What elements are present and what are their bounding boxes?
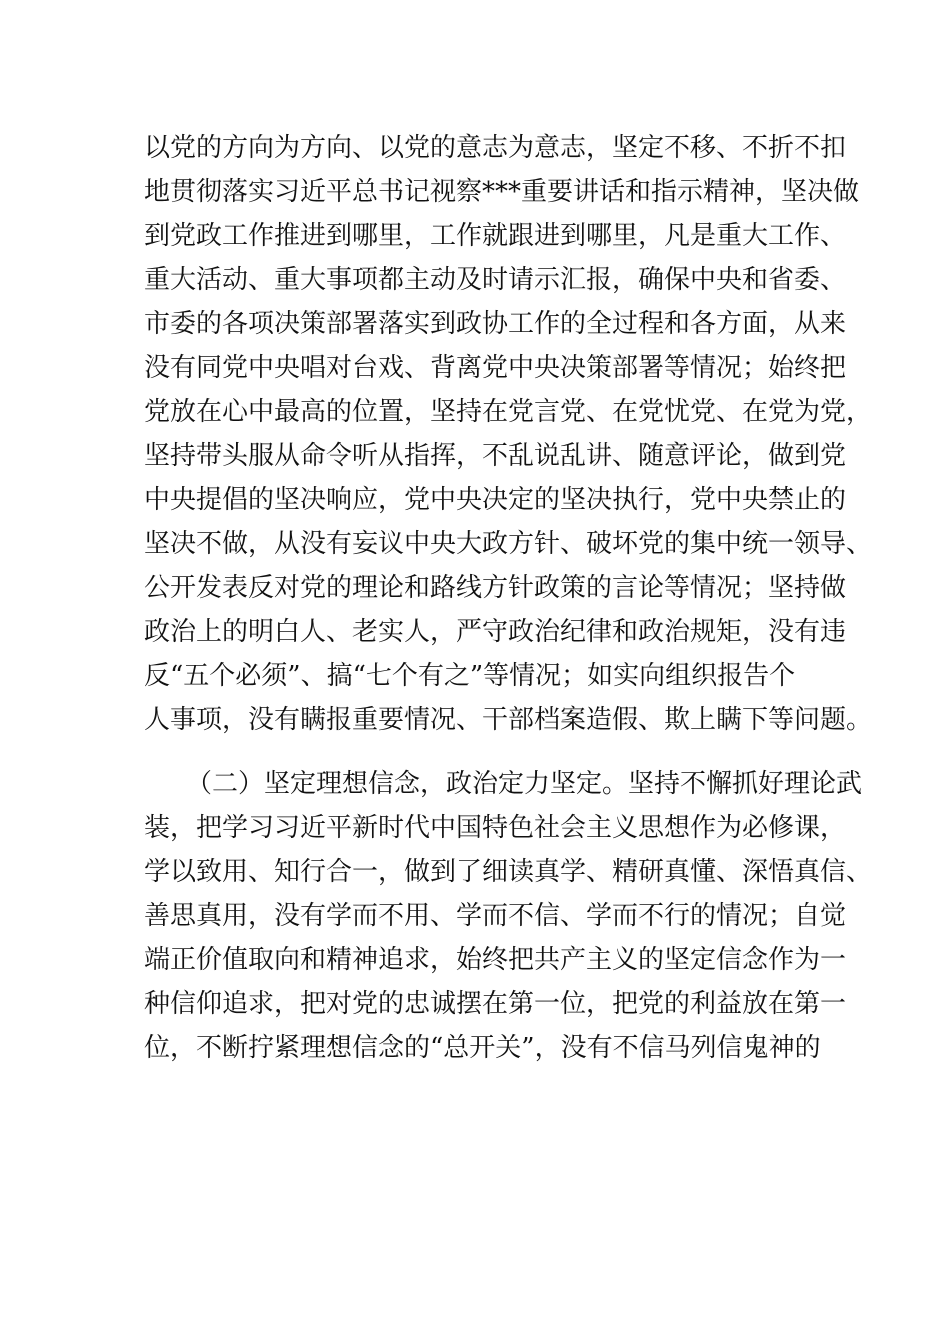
p2-line-7: 位，不断拧紧理想信念的“总开关”，没有不信马列信鬼神的 [144, 1033, 821, 1063]
p1-line-12: 政治上的明白人、老实人，严守政治纪律和政治规矩，没有违 [144, 617, 847, 647]
p1-line-1: 以党的方向为方向、以党的意志为意志，坚定不移、不折不扣 [144, 133, 847, 163]
p1-line-3: 到党政工作推进到哪里，工作就跟进到哪里，凡是重大工作、 [144, 221, 847, 251]
p2-line-1: （二）坚定理想信念，政治定力坚定。坚持不懈抓好理论武 [186, 769, 863, 799]
p1-line-6: 没有同党中央唱对台戏、背离党中央决策部署等情况；始终把 [144, 353, 847, 383]
p1-line-13: 反“五个必须”、搞“七个有之”等情况；如实向组织报告个 [144, 661, 796, 691]
p1-line-8: 坚持带头服从命令听从指挥，不乱说乱讲、随意评论，做到党 [144, 441, 847, 471]
p2-line-6: 种信仰追求，把对党的忠诚摆在第一位，把党的利益放在第一 [144, 989, 847, 1019]
p1-line-2: 地贯彻落实习近平总书记视察***重要讲话和指示精神，坚决做 [144, 177, 860, 207]
p1-line-4: 重大活动、重大事项都主动及时请示汇报，确保中央和省委、 [144, 265, 847, 295]
p2-line-5: 端正价值取向和精神追求，始终把共产主义的坚定信念作为一 [144, 945, 847, 975]
p2-line-2: 装，把学习习近平新时代中国特色社会主义思想作为必修课， [144, 813, 847, 843]
p1-line-11: 公开发表反对党的理论和路线方针政策的言论等情况；坚持做 [144, 573, 847, 603]
p1-line-10: 坚决不做，从没有妄议中央大政方针、破坏党的集中统一领导、 [144, 529, 873, 559]
p1-line-9: 中央提倡的坚决响应，党中央决定的坚决执行，党中央禁止的 [144, 485, 847, 515]
p1-line-14: 人事项，没有瞒报重要情况、干部档案造假、欺上瞒下等问题。 [144, 705, 873, 735]
p2-line-4: 善思真用，没有学而不用、学而不信、学而不行的情况；自觉 [144, 901, 847, 931]
p1-line-5: 市委的各项决策部署落实到政协工作的全过程和各方面，从来 [144, 309, 847, 339]
p2-line-3: 学以致用、知行合一，做到了细读真学、精研真懂、深悟真信、 [144, 857, 873, 887]
p1-line-7: 党放在心中最高的位置，坚持在党言党、在党忧党、在党为党， [144, 397, 873, 427]
